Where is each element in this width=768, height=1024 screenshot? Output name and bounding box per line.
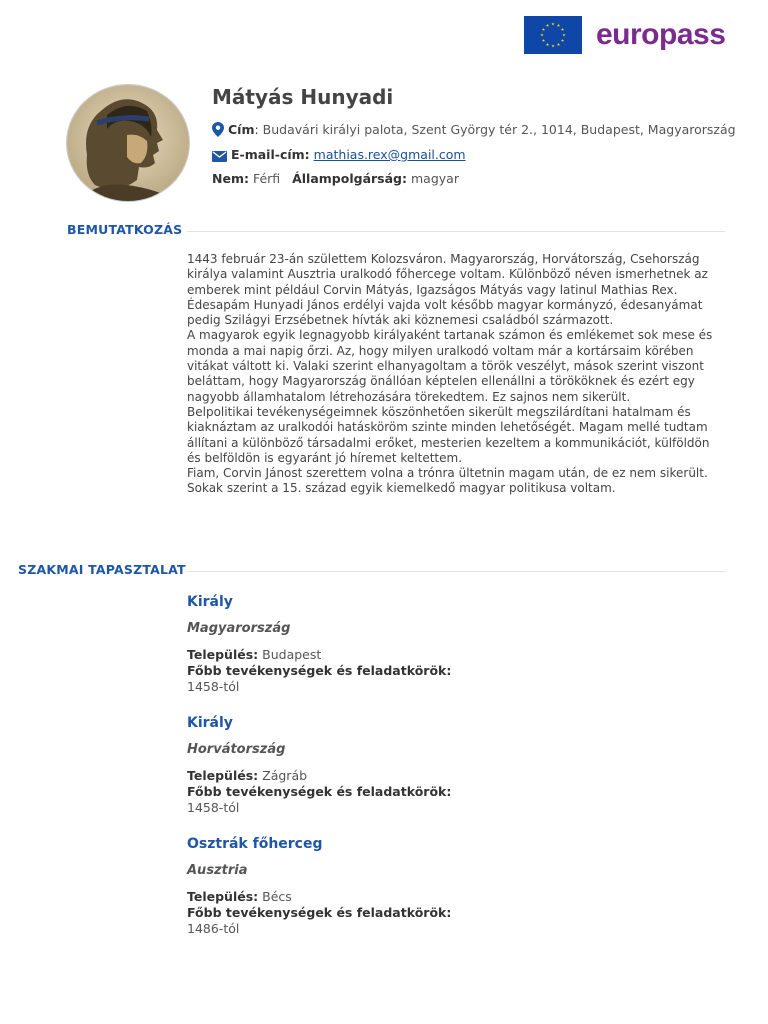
job-duties-label — [187, 784, 707, 800]
nationality-label: Állampolgárság: — [292, 171, 407, 186]
intro-divider — [187, 231, 725, 232]
portrait-image — [67, 85, 189, 201]
europass-wordmark: europass — [596, 18, 726, 51]
intro-paragraph: Belpolitikai tevékenységeimnek köszönhetően sikerült megszilárdítani hatalmam és kiaknáztam az uralkodói hatásköröm szinte minden lehetőségét. Magam mellé tudtam állítani a különböző társadalmi erőket, mesterien kezeltem a kommunikációt, külföldön és belföldön is egyaránt jó híremet keltettem. — [187, 404, 710, 465]
personal-info-line — [212, 171, 459, 187]
email-label: E-mail-cím: — [231, 147, 310, 162]
intro-section-title: BEMUTATKOZÁS — [67, 222, 183, 237]
email-line — [212, 147, 466, 163]
job-employer: Ausztria — [187, 863, 248, 878]
gender-value: Férfi — [252, 171, 281, 186]
job-city — [187, 768, 707, 784]
city-label: Település: — [187, 768, 259, 783]
city-label: Település: — [187, 889, 259, 904]
page-title: Mátyás Hunyadi — [212, 85, 394, 109]
experience-divider — [187, 571, 725, 572]
city-value: Zágráb — [262, 768, 308, 783]
location-pin-icon — [212, 122, 224, 137]
job-title: Király — [187, 594, 233, 610]
experience-item — [187, 714, 707, 816]
avatar — [66, 84, 190, 202]
experience-section-title: SZAKMAI TAPASZTALAT — [18, 562, 186, 577]
intro-text — [187, 252, 715, 497]
job-employer: Horvátország — [187, 742, 286, 757]
duties-label: Főbb tevékenységek és feladatkörök: — [187, 784, 452, 799]
job-date: 1458-tól — [187, 800, 240, 815]
europass-logo — [524, 16, 725, 54]
envelope-icon — [212, 151, 227, 162]
job-date: 1486-tól — [187, 921, 240, 936]
job-duties-label — [187, 905, 707, 921]
intro-paragraph: Fiam, Corvin Jánost szerettem volna a trónra ültetnin magam után, de ez nem sikerült. Sokak szerint a 15. század egyik kiemelkedő magyar politikusa voltam. — [187, 466, 708, 496]
intro-paragraph: A magyarok egyik legnagyobb királyaként tartanak számon és emlékemet sok mese és monda a mai napig őrzi. Az, hogy milyen uralkodó voltam már a kortársaim körében vitákat váltott ki. Valaki szerint elhanyagoltam a török veszélyt, mások szerint viszont beláttam, hogy Magyarország önállóan képtelen ellenállni a törököknek és ezért egy nagyobb államhatalom létrehozására törekedtem. Ez sajnos nem sikerült. — [187, 328, 713, 404]
experience-item — [187, 593, 707, 695]
address-label: Cím — [228, 122, 255, 137]
duties-label: Főbb tevékenységek és feladatkörök: — [187, 663, 452, 678]
duties-label: Főbb tevékenységek és feladatkörök: — [187, 905, 452, 920]
job-employer: Magyarország — [187, 621, 291, 636]
job-city — [187, 647, 707, 663]
nationality-value: magyar — [410, 171, 459, 186]
city-value: Budapest — [262, 647, 322, 662]
job-date: 1458-tól — [187, 679, 240, 694]
city-label: Település: — [187, 647, 259, 662]
eu-flag-icon — [524, 16, 582, 54]
experience-item — [187, 835, 707, 937]
address-value: Budavári királyi palota, Szent György tér 2., 1014, Budapest, Magyarország — [262, 122, 736, 137]
job-duties-label — [187, 663, 707, 679]
city-value: Bécs — [262, 889, 292, 904]
job-title: Osztrák főherceg — [187, 836, 323, 852]
intro-paragraph: 1443 február 23-án születtem Kolozsváron. Magyarország, Horvátország, Csehország királya valamint Ausztria uralkodó főhercege voltam. Különböző néven ismerhetnek az emberek mint például Corvin Mátyás, Igazságos Mátyás vagy latinul Mathias Rex. Édesapám Hunyadi János erdélyi vajda volt később magyar kormányzó, édesanyámat pedig Szilágyi Erzsébetnek hívták aki köznemesi családból származott. — [187, 252, 708, 328]
job-city — [187, 889, 707, 905]
gender-label: Nem: — [212, 171, 249, 186]
email-link[interactable]: mathias.rex@gmail.com — [313, 147, 466, 162]
job-title: Király — [187, 715, 233, 731]
address-line: Cím: Budavári királyi palota, Szent György tér 2., 1014, Budapest, Magyarország — [212, 122, 736, 138]
